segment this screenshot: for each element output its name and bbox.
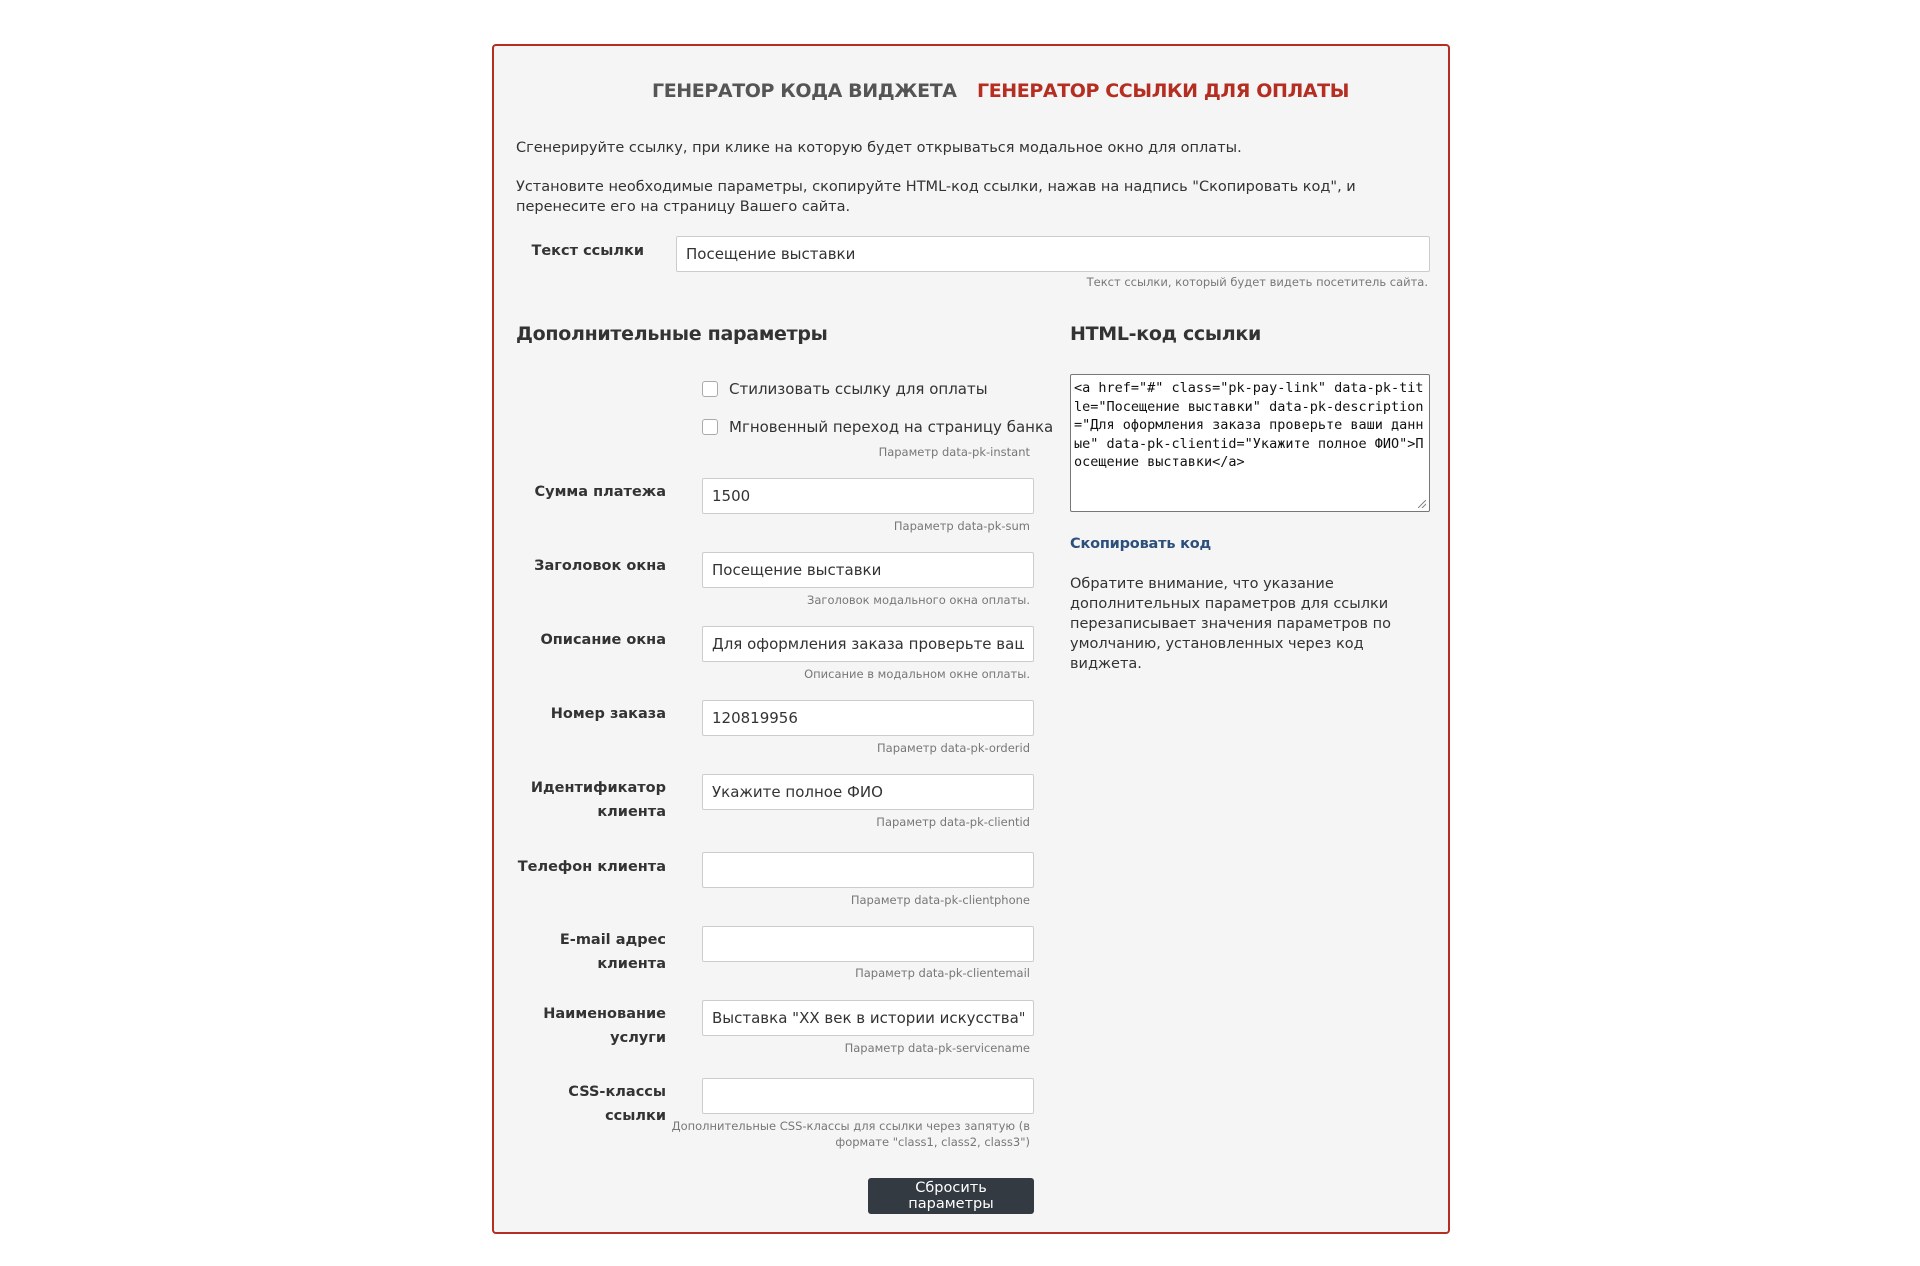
service-name-input[interactable] <box>702 1000 1034 1036</box>
client-id-hint: Параметр data-pk-clientid <box>876 815 1030 829</box>
service-name-label <box>504 1002 666 1050</box>
instant-redirect-row[interactable] <box>702 418 1053 436</box>
css-classes-input[interactable] <box>702 1078 1034 1114</box>
copy-code-link[interactable]: Скопировать код <box>1070 536 1212 552</box>
service-name-label-line1: Наименование <box>543 1006 666 1022</box>
service-name-hint: Параметр data-pk-servicename <box>844 1041 1030 1055</box>
link-text-input[interactable] <box>676 236 1430 272</box>
client-email-input[interactable] <box>702 926 1034 962</box>
intro-text-2: Установите необходимые параметры, скопируйте HTML-код ссылки, нажав на надпись "Скопировать код", и перенесите его на страницу Вашего сайта. <box>516 179 1356 215</box>
client-id-label <box>504 776 666 824</box>
additional-params-title: Дополнительные параметры <box>516 323 828 345</box>
link-text-label: Текст ссылки <box>531 243 644 259</box>
css-classes-hint-2: формате "class1, class2, class3") <box>835 1135 1030 1149</box>
client-email-hint: Параметр data-pk-clientemail <box>855 966 1030 980</box>
instant-redirect-label: Мгновенный переход на страницу банка <box>729 418 1054 436</box>
client-id-input[interactable] <box>702 774 1034 810</box>
order-number-input[interactable] <box>702 700 1034 736</box>
style-link-row[interactable] <box>702 380 988 398</box>
tab-widget-code[interactable]: ГЕНЕРАТОР КОДА ВИДЖЕТА <box>652 80 957 102</box>
window-description-label: Описание окна <box>540 632 666 648</box>
resize-handle-icon[interactable] <box>1418 500 1426 508</box>
css-classes-label: CSS-классы ссылки <box>568 1084 666 1124</box>
order-number-label: Номер заказа <box>550 706 666 722</box>
instant-hint: Параметр data-pk-instant <box>878 445 1030 459</box>
order-number-hint: Параметр data-pk-orderid <box>877 741 1030 755</box>
html-code-title: HTML-код ссылки <box>1070 323 1262 345</box>
window-title-input[interactable] <box>702 552 1034 588</box>
tab-payment-link[interactable]: ГЕНЕРАТОР ССЫЛКИ ДЛЯ ОПЛАТЫ <box>977 80 1349 102</box>
client-phone-label: Телефон клиента <box>517 859 666 875</box>
client-phone-input[interactable] <box>702 852 1034 888</box>
client-phone-hint: Параметр data-pk-clientphone <box>850 893 1030 907</box>
sum-label: Сумма платежа <box>534 484 666 500</box>
client-id-label-line1: Идентификатор <box>530 780 666 796</box>
override-note: Обратите внимание, что указание дополнительных параметров для ссылки перезаписывает значения параметров по умолчанию, установленных через код виджета. <box>1070 576 1391 672</box>
generator-panel <box>492 44 1450 1234</box>
instant-redirect-checkbox[interactable] <box>702 419 718 435</box>
window-description-hint: Описание в модальном окне оплаты. <box>804 667 1030 681</box>
intro-text-1: Сгенерируйте ссылку, при клике на которую будет открываться модальное окно для оплаты. <box>516 140 1242 156</box>
html-code-textarea[interactable] <box>1070 374 1430 512</box>
service-name-label-line2: услуги <box>610 1030 666 1046</box>
style-link-checkbox[interactable] <box>702 381 718 397</box>
style-link-label: Стилизовать ссылку для оплаты <box>729 380 988 398</box>
link-text-hint: Текст ссылки, который будет видеть посетитель сайта. <box>1086 275 1428 289</box>
css-classes-hint-1: Дополнительные CSS-классы для ссылки через запятую (в <box>671 1119 1030 1133</box>
client-email-label: E-mail адрес клиента <box>559 932 666 972</box>
sum-hint: Параметр data-pk-sum <box>893 519 1030 533</box>
window-title-hint: Заголовок модального окна оплаты. <box>806 593 1030 607</box>
window-description-input[interactable] <box>702 626 1034 662</box>
sum-input[interactable] <box>702 478 1034 514</box>
client-id-label-line2: клиента <box>597 804 666 820</box>
window-title-label: Заголовок окна <box>534 558 666 574</box>
reset-params-button[interactable]: Сбросить параметры <box>868 1178 1034 1214</box>
